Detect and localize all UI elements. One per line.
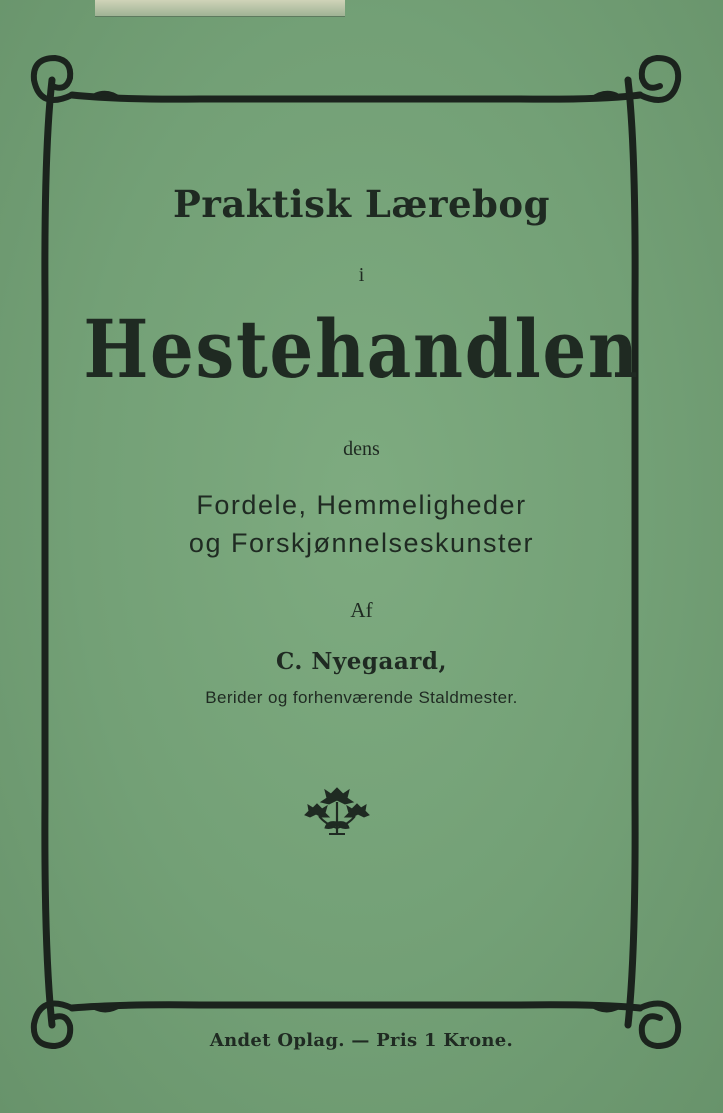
topic-line-1: Fordele, Hemmeligheder xyxy=(196,490,527,520)
by-word: Af xyxy=(350,598,373,622)
carnation-flower-ornament-icon xyxy=(303,784,371,838)
cover-subtitle: Praktisk Lærebog xyxy=(173,182,550,226)
book-title: Hestehandlen xyxy=(83,302,640,396)
edition-price-line: Andet Oplag. — Pris 1 Krone. xyxy=(209,1030,514,1051)
dens-word: dens xyxy=(343,438,380,460)
topic-line-2: og Forskjønnelseskunster xyxy=(188,528,535,558)
author-title: Berider og forhenværende Staldmester. xyxy=(205,688,518,707)
connector-word: i xyxy=(358,264,365,286)
author-name: C. Nyegaard, xyxy=(275,648,448,675)
